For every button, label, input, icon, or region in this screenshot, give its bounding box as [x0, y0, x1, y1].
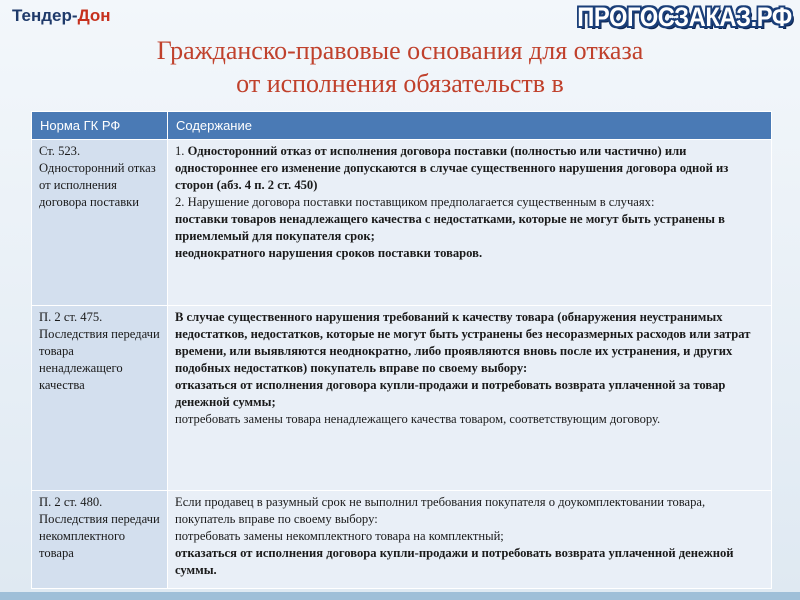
- content-paragraph: 1. Односторонний отказ от исполнения договора поставки (полностью или частично) или одностороннее его изменение допускаются в случае существенного нарушения договора одной из сторон (абз. 4 п. 2 ст. 450): [175, 144, 729, 192]
- table-row: [32, 140, 772, 306]
- content-paragraph: потребовать замены некомплектного товара на комплектный;: [175, 529, 504, 543]
- column-header-content: Содержание: [168, 112, 772, 140]
- table-row: [32, 491, 772, 589]
- brand-part-1: Тендер-: [12, 6, 78, 25]
- content-paragraph: отказаться от исполнения договора купли-продажи и потребовать возврата уплаченной денежной суммы.: [175, 546, 734, 577]
- norm-cell: П. 2 ст. 475. Последствия передачи товара ненадлежащего качества: [32, 306, 168, 491]
- slide-title-line-1: Гражданско-правовые основания для отказа: [156, 36, 644, 65]
- table-row: [32, 306, 772, 491]
- table-header-row: [32, 112, 772, 140]
- content-paragraph: неоднократного нарушения сроков поставки товаров.: [175, 246, 483, 260]
- content-paragraph: Если продавец в разумный срок не выполнил требования покупателя о доукомплектовании товара, покупатель вправе по своему выбору:: [175, 495, 706, 526]
- brand-part-2: Дон: [77, 6, 111, 25]
- content-paragraph: отказаться от исполнения договора купли-продажи и потребовать возврата уплаченной за товар денежной суммы;: [175, 378, 726, 409]
- content-paragraph: В случае существенного нарушения требований к качеству товара (обнаружения неустранимых недостатков, недостатков, которые не могут быть устранены без несоразмерных расходов или затрат времени, или выявляются неоднократно, либо проявляются вновь после их устранения, и других подобных недостатков) покупатель вправе по своему выбору:: [175, 310, 751, 375]
- content-cell: [168, 140, 772, 306]
- content-paragraph: 2. Нарушение договора поставки поставщиком предполагается существенным в случаях:: [175, 195, 655, 209]
- slide-title-line-2: от исполнения обязательств в: [236, 69, 564, 98]
- site-logo: ПРОГОСЗАКАЗ.РФ: [577, 2, 792, 32]
- brand-name: [12, 6, 111, 26]
- norms-table: [31, 111, 772, 589]
- column-header-norm: Норма ГК РФ: [32, 112, 168, 140]
- content-cell: [168, 306, 772, 491]
- norm-cell: Ст. 523. Односторонний отказ от исполнения договора поставки: [32, 140, 168, 306]
- norm-cell: П. 2 ст. 480. Последствия передачи некомплектного товара: [32, 491, 168, 589]
- content-paragraph: потребовать замены товара ненадлежащего качества товаром, соответствующим договору.: [175, 412, 661, 426]
- content-paragraph: поставки товаров ненадлежащего качества с недостатками, которые не могут быть устранены в приемлемый для покупателя срок;: [175, 212, 725, 243]
- content-cell: [168, 491, 772, 589]
